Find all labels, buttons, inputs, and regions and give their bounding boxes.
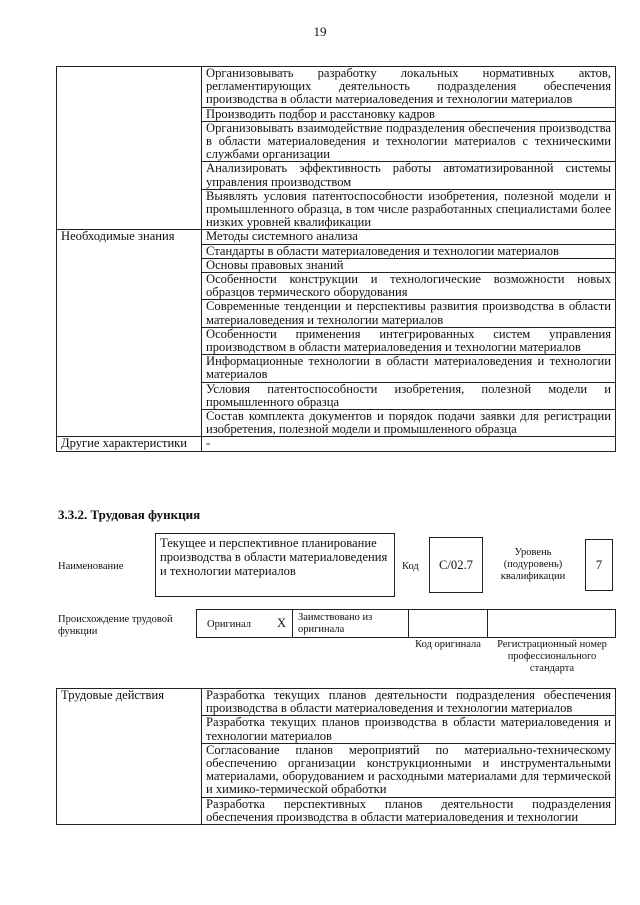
category-cell — [57, 67, 202, 230]
function-name-value: Текущее и перспективное планирование производства в области материаловедения и технологии материалов — [160, 536, 388, 578]
divider — [408, 610, 409, 637]
skills-knowledge-table — [56, 66, 616, 452]
skill-item: Организовывать взаимодействие подразделения обеспечения производства в области материаловедения и технологии материалов с техническими службами организации — [202, 121, 616, 162]
original-mark: X — [277, 616, 287, 630]
table-row — [57, 437, 616, 451]
function-name-box — [155, 533, 395, 597]
skill-item: Организовывать разработку локальных нормативных актов, регламентирующих деятельность подразделения обеспечения производства в области материаловедения и технологии материалов — [202, 67, 616, 108]
knowledge-item: Современные тенденции и перспективы развития производства в области материаловедения и технологии материалов — [202, 300, 616, 327]
knowledge-item: Состав комплекта документов и порядок подачи заявки для регистрации изобретения, полезной модели и промышленного образца — [202, 410, 616, 437]
name-label: Наименование — [58, 561, 124, 572]
knowledge-item: Особенности применения интегрированных систем управления производством в области материаловедения и технологии материалов — [202, 327, 616, 354]
other-item: - — [202, 437, 616, 451]
level-box — [585, 539, 613, 591]
borrowed-label: Заимствовано из оригинала — [298, 612, 373, 635]
skill-item: Выявлять условия патентоспособности изобретения, полезной модели и промышленного образца, в том числе разработанных специалистами более низких уровней квалификации — [202, 189, 616, 230]
labor-actions-table — [56, 688, 616, 825]
action-item: Разработка текущих планов деятельности подразделения обеспечения производства в области материаловедения и технологии материалов — [202, 689, 616, 716]
reg-number-label: Регистрационный номер профессионального стандарта — [497, 639, 607, 674]
origin-label: Происхождение трудовой функции — [58, 614, 173, 637]
knowledge-item: Условия патентоспособности изобретения, полезной модели и промышленного образца — [202, 382, 616, 409]
knowledge-item: Стандарты в области материаловедения и технологии материалов — [202, 244, 616, 258]
page-number: 19 — [313, 24, 327, 39]
category-other: Другие характеристики — [57, 437, 202, 451]
table-row — [57, 67, 616, 108]
code-box — [429, 537, 483, 593]
code-original-label: Код оригинала — [415, 639, 481, 650]
knowledge-item: Методы системного анализа — [202, 230, 616, 244]
knowledge-item: Информационные технологии в области материаловедения и технологии материалов — [202, 355, 616, 382]
action-item: Разработка текущих планов производства в области материаловедения и технологии материалов — [202, 716, 616, 743]
action-item: Согласование планов мероприятий по материально-техническому обеспечению организации конструкционными и инструментальными материалами, оборудованием и расходными материалами для термической и химико-термической обработки — [202, 743, 616, 797]
skill-item: Производить подбор и расстановку кадров — [202, 107, 616, 121]
section-title: 3.3.2. Трудовая функция — [58, 507, 201, 522]
code-value: C/02.7 — [439, 558, 473, 572]
knowledge-item: Особенности конструкции и технологические возможности новых образцов термического оборудования — [202, 273, 616, 300]
divider — [487, 610, 488, 637]
table-row — [57, 689, 616, 716]
original-label: Оригинал — [207, 619, 251, 630]
level-value: 7 — [595, 558, 603, 572]
level-label: Уровень (подуровень) квалификации — [500, 547, 566, 582]
category-labor-actions: Трудовые действия — [57, 689, 202, 825]
divider — [292, 610, 293, 637]
skill-item: Анализировать эффективность работы автоматизированной системы управления производством — [202, 162, 616, 189]
action-item: Разработка перспективных планов деятельности подразделения обеспечения производства в области материаловедения и технологии — [202, 797, 616, 824]
knowledge-item: Основы правовых знаний — [202, 258, 616, 272]
origin-box — [196, 609, 616, 638]
category-knowledge: Необходимые знания — [57, 230, 202, 437]
table-row — [57, 230, 616, 244]
code-label: Код — [402, 561, 419, 572]
